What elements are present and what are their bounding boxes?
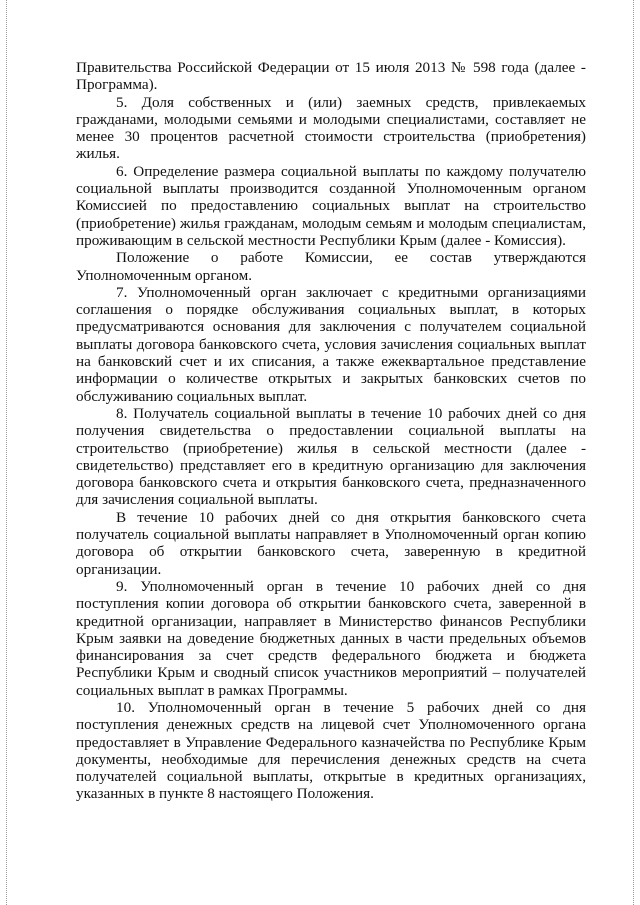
- paragraph-account-copy: В течение 10 рабочих дней со дня открытия банковского счета получатель социальной выплаты направляет в Уполномоченный орган копию договора об открытии банковского счета, заверенную в кредитной организации.: [76, 508, 586, 578]
- paragraph-item-5: 5. Доля собственных и (или) заемных средств, привлекаемых гражданами, молодыми семьями и молодыми специалистами, составляет не менее 30 процентов расчетной стоимости строительства (приобретения) жилья.: [76, 93, 586, 163]
- paragraph-item-8: 8. Получатель социальной выплаты в течение 10 рабочих дней со дня получения свидетельства о предоставлении социальной выплаты на строительство (приобретение) жилья в сельской местности (далее - свидетельство) представляет его в кредитную организацию для заключения договора банковского счета и открытия банковского счета, предназначенного для зачисления социальной выплаты.: [76, 404, 586, 509]
- paragraph-commission-regulation: Положение о работе Комиссии, ее состав утверждаются Уполномоченным органом.: [76, 249, 586, 284]
- scan-edge-left: [6, 0, 7, 905]
- document-page: [76, 59, 586, 803]
- paragraph-item-6: 6. Определение размера социальной выплаты по каждому получателю социальной выплаты производится созданной Уполномоченным органом Комиссией по предоставлению социальных выплат на строительство (приобретение) жилья гражданам, молодым семьям и молодым специалистам, проживающим в сельской местности Республики Крым (далее - Комиссия).: [76, 162, 586, 249]
- paragraph-item-7: 7. Уполномоченный орган заключает с кредитными организациями соглашения о порядке обслуживания социальных выплат, в которых предусматриваются основания для заключения с получателем социальной выплаты договора банковского счета, условия зачисления социальных выплат на банковский счет и их списания, а также ежеквартальное представление информации о количестве открытых и закрытых банковских счетов по обслуживанию социальных выплат.: [76, 283, 586, 405]
- paragraph-item-9: 9. Уполномоченный орган в течение 10 рабочих дней со дня поступления копии договора об открытии банковского счета, заверенной в кредитной организации, направляет в Министерство финансов Республики Крым заявки на доведение бюджетных данных в части предельных объемов финансирования за счет средств федерального бюджета и бюджета Республики Крым и сводный список участников мероприятий – получателей социальных выплат в рамках Программы.: [76, 577, 586, 699]
- scan-edge-right: [633, 0, 634, 905]
- paragraph-program-reference: Правительства Российской Федерации от 15 июля 2013 № 598 года (далее - Программа).: [76, 59, 586, 94]
- paragraph-item-10: 10. Уполномоченный орган в течение 5 рабочих дней со дня поступления денежных средств на лицевой счет Уполномоченного органа предоставляет в Управление Федерального казначейства по Республике Крым документы, необходимые для перечисления денежных средств на счета получателей социальной выплаты, открытые в кредитных организациях, указанных в пункте 8 настоящего Положения.: [76, 698, 586, 803]
